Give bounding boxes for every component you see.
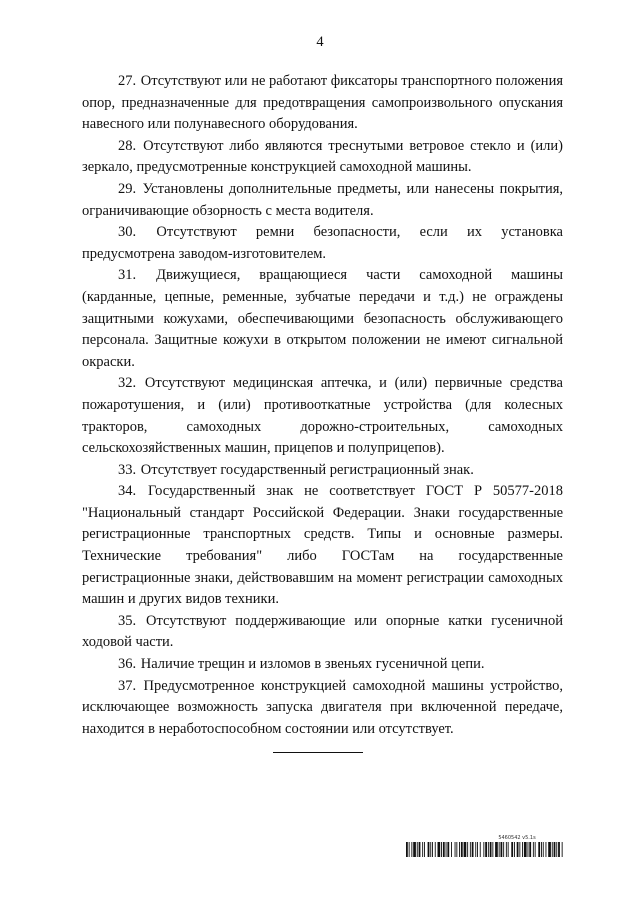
paragraph-31: [82, 265, 563, 373]
item-text: Государственный знак не соответствует ГОСТ Р 50577-2018 "Национальный стандарт Российской Федерации. Знаки государственные регистрационные транспортных средств. Типы и основные размеры. Технические требования" либо ГОСТам на государственные регистрационные знаки, действовавшим на момент регистрации самоходных машин и других видов техники.: [82, 483, 564, 608]
item-text: Установлены дополнительные предметы, или нанесены покрытия, ограничивающие обзорность с места водителя.: [82, 180, 564, 219]
paragraph-37: [82, 676, 563, 741]
item-text: Отсутствует государственный регистрационный знак.: [140, 461, 474, 478]
item-number: 31.: [118, 267, 137, 284]
item-text: Отсутствуют ремни безопасности, если их установка предусмотрена заводом-изготовителем.: [82, 224, 563, 262]
paragraph-34: [82, 481, 563, 611]
item-number: 27.: [118, 73, 137, 89]
paragraph-29: [82, 179, 563, 222]
item-text: Отсутствуют либо являются треснутыми ветровое стекло и (или) зеркало, предусмотренные конструкцией самоходной машины.: [82, 137, 564, 176]
item-number: 30.: [118, 224, 137, 241]
item-number: 34.: [118, 483, 137, 500]
end-divider: [273, 752, 363, 753]
item-text: Предусмотренное конструкцией самоходной машины устройство, исключающее возможность запуска двигателя при включенной передаче, находится в неработоспособном состоянии или отсутствует.: [82, 677, 563, 737]
item-text: Отсутствуют медицинская аптечка, и (или) первичные средства пожаротушения, и (или) противооткатные устройства (для колесных тракторов, самоходных дорожно-строительных, самоходных сельскохозяйственных машин, прицепов и полуприцепов).: [82, 375, 563, 457]
item-number: 36.: [118, 656, 137, 673]
paragraph-27: [82, 71, 563, 136]
document-body: [82, 71, 563, 740]
item-number: 33.: [118, 461, 137, 478]
document-code: 5460542 v5.1s: [498, 835, 536, 841]
paragraph-30: [82, 222, 563, 265]
page-number: 4: [316, 34, 324, 50]
barcode-image: [406, 842, 564, 857]
item-number: 29.: [118, 180, 137, 197]
item-number: 32.: [118, 375, 137, 392]
paragraph-33: [82, 460, 563, 482]
item-text: Движущиеся, вращающиеся части самоходной машины (карданные, цепные, ременные, зубчатые передачи и т.д.) не ограждены защитными кожухами, обеспечивающими безопасность обслуживающего персонала. Защитные кожухи в открытом положении не имеют сигнальной окраски.: [82, 267, 563, 370]
item-number: 28.: [118, 137, 137, 154]
paragraph-36: [82, 654, 563, 676]
item-number: 37.: [118, 677, 137, 694]
paragraph-32: [82, 373, 563, 459]
item-number: 35.: [118, 612, 137, 629]
paragraph-35: [82, 611, 563, 654]
item-text: Отсутствуют или не работают фиксаторы транспортного положения опор, предназначенные для предотвращения самопроизвольного опускания навесного или полунавесного оборудования.: [82, 73, 563, 133]
paragraph-28: [82, 136, 563, 179]
item-text: Наличие трещин и изломов в звеньях гусеничной цепи.: [140, 656, 485, 673]
item-text: Отсутствуют поддерживающие или опорные катки гусеничной ходовой части.: [82, 612, 564, 651]
